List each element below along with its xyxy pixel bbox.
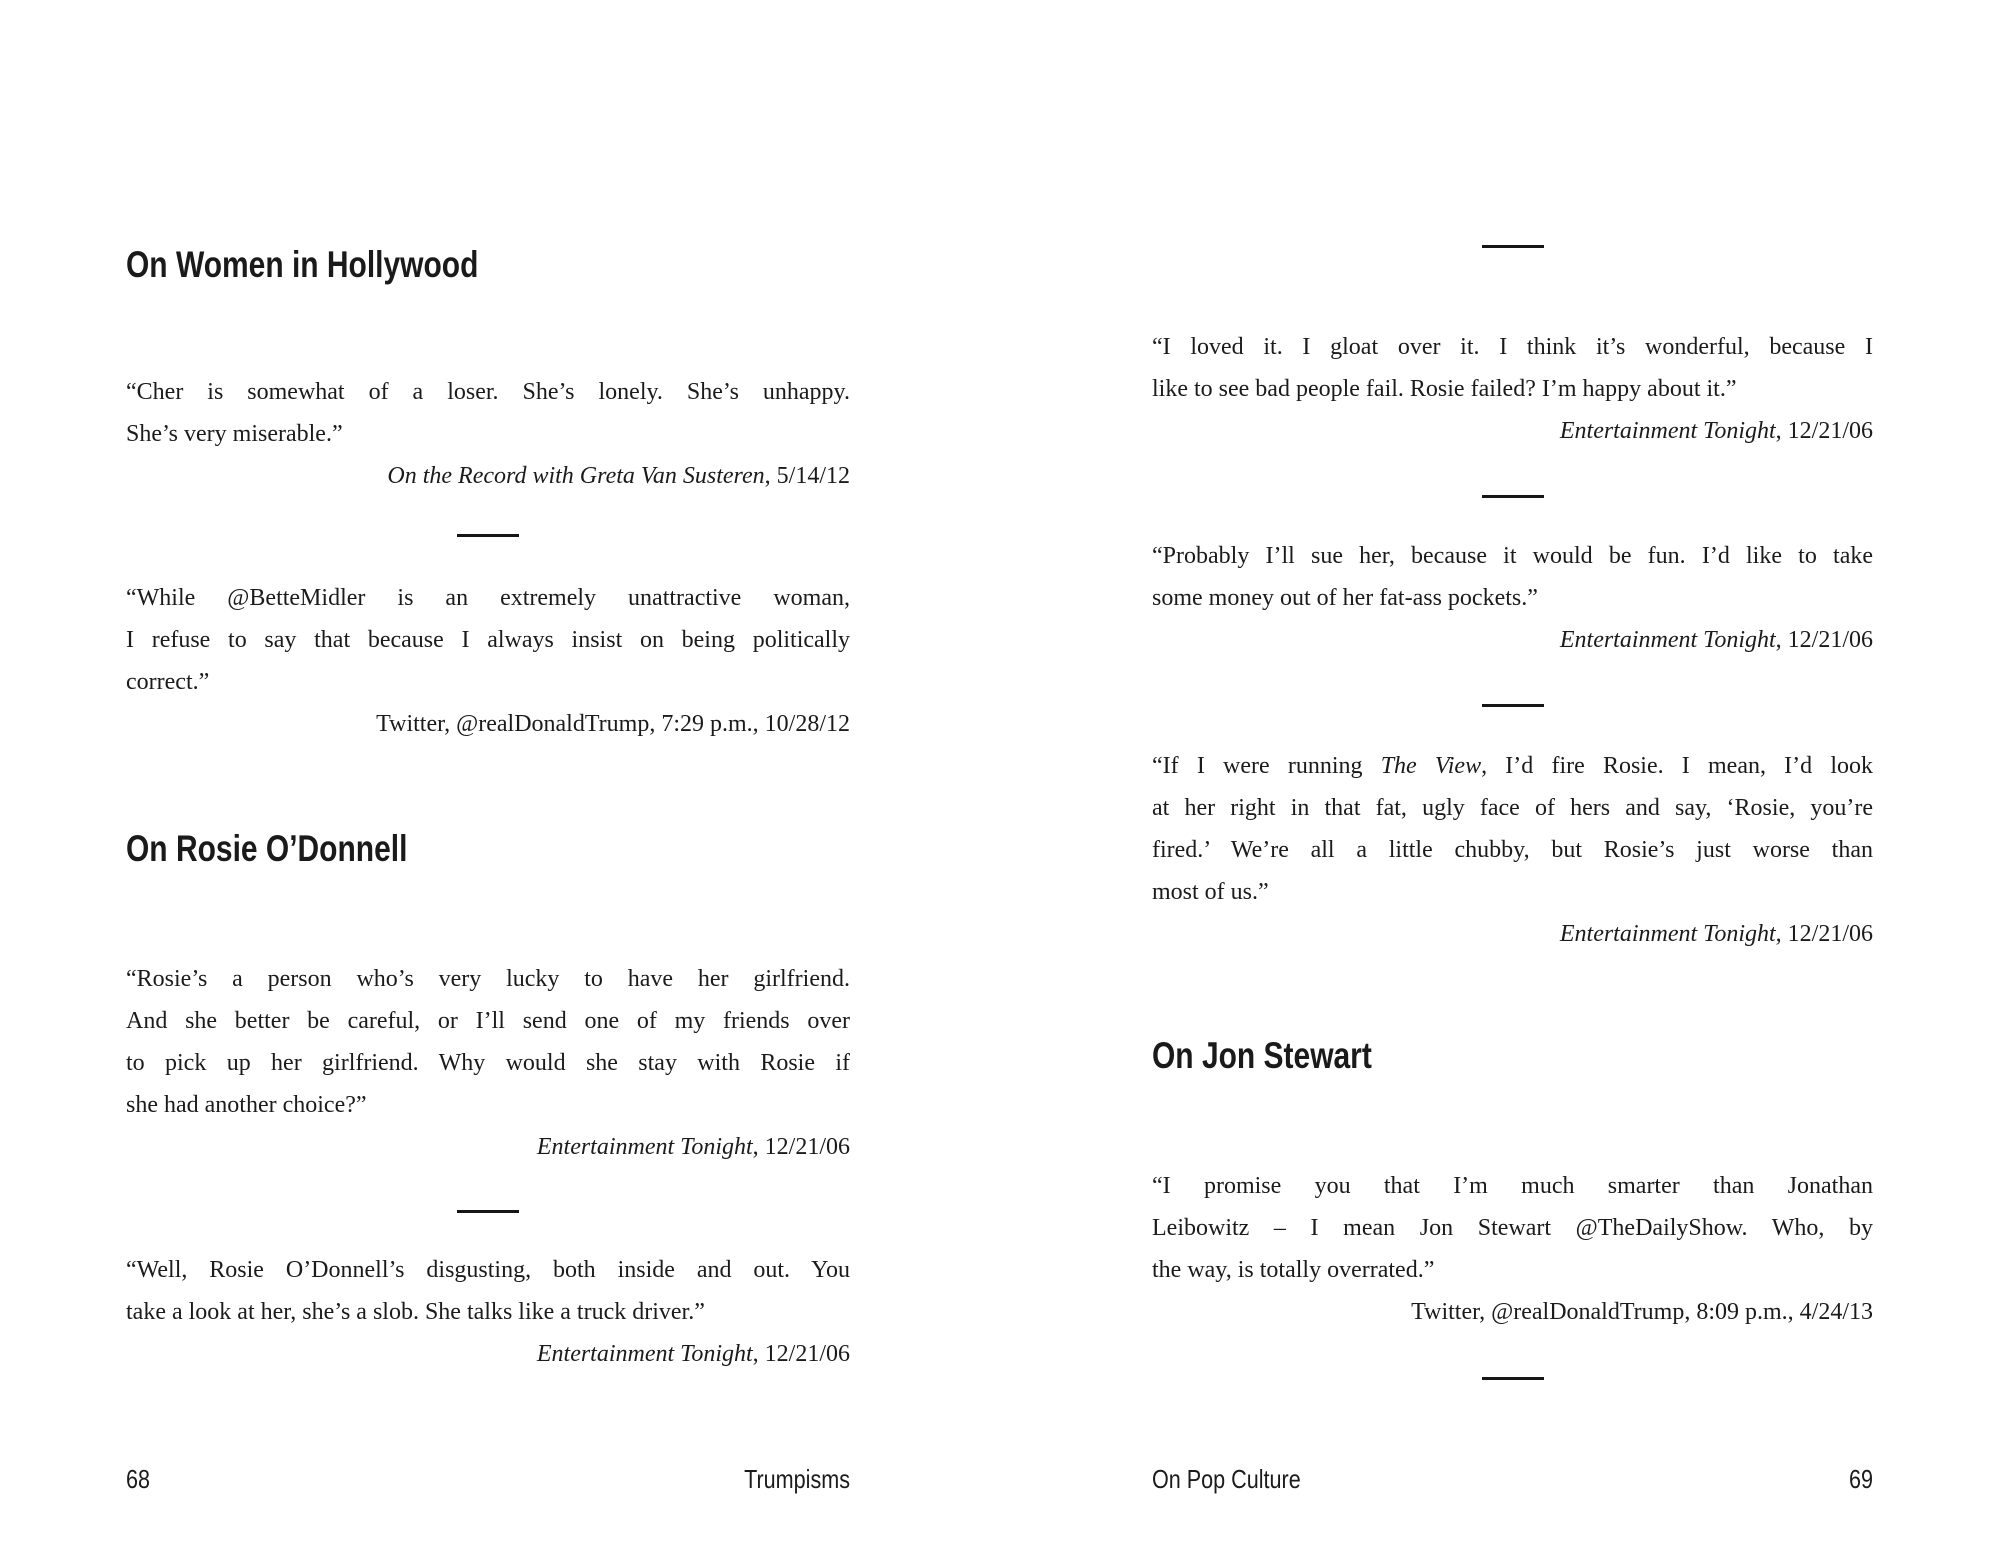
quote-line: And she better be careful, or I’ll send one of my friends over [126,1008,850,1034]
section-heading-women-in-hollywood: On Women in Hollywood [126,244,479,285]
quote-block [1152,745,1873,955]
source-date: , 12/21/06 [752,1341,850,1367]
source-date: , 12/21/06 [1775,418,1873,444]
separator-dash [1482,704,1544,707]
running-head-left: Trumpisms [744,1464,850,1494]
source-date: , 5/14/12 [764,463,850,489]
quote-block [1152,1165,1873,1333]
source-date: Twitter, @realDonaldTrump, 7:29 p.m., 10/28/12 [376,711,850,737]
quote-block [126,371,850,497]
source-title: Entertainment Tonight [1559,627,1776,653]
source-title: Entertainment Tonight [1559,418,1776,444]
quote-line: “While @BetteMidler is an extremely unattractive woman, [126,585,850,611]
quote-line: correct.” [126,669,210,695]
quote-source [126,455,850,497]
source-date: , 12/21/06 [1775,921,1873,947]
separator-dash [1482,245,1544,248]
quote-source [126,703,850,745]
separator-dash [1482,1377,1544,1380]
quote-line: “Well, Rosie O’Donnell’s disgusting, both inside and out. You [126,1257,850,1283]
page-number-right: 69 [1848,1464,1873,1494]
quote-source [126,1333,850,1375]
quote-line: “I promise you that I’m much smarter than Jonathan [1152,1173,1873,1199]
quote-source [1152,619,1873,661]
source-title: Entertainment Tonight [536,1341,753,1367]
quote-line: take a look at her, she’s a slob. She talks like a truck driver.” [126,1299,705,1325]
quote-source [1152,913,1873,955]
source-title: On the Record with Greta Van Susteren [387,463,765,489]
quote-text: “If I were running [1152,753,1381,779]
quote-line: “Probably I’ll sue her, because it would be fun. I’d like to take [1152,543,1873,569]
running-head-right: On Pop Culture [1152,1464,1301,1494]
quote-line: at her right in that fat, ugly face of hers and say, ‘Rosie, you’re [1152,795,1873,821]
quote-line: like to see bad people fail. Rosie failed? I’m happy about it.” [1152,376,1737,402]
quote-source [126,1126,850,1168]
quote-text: , I’d fire Rosie. I mean, I’d look [1481,753,1873,779]
quote-line: “Cher is somewhat of a loser. She’s lonely. She’s unhappy. [126,379,850,405]
quote-source [1152,1291,1873,1333]
right-page [1000,0,2000,1560]
source-date: , 12/21/06 [752,1134,850,1160]
quote-source [1152,410,1873,452]
quote-line: some money out of her fat-ass pockets.” [1152,585,1538,611]
quote-line: Leibowitz – I mean Jon Stewart @TheDailyShow. Who, by [1152,1215,1873,1241]
quote-block [1152,535,1873,661]
quote-line: She’s very miserable.” [126,421,343,447]
quote-line: I refuse to say that because I always insist on being politically [126,627,850,653]
quote-line: to pick up her girlfriend. Why would she stay with Rosie if [126,1050,850,1076]
page-number-left: 68 [126,1464,151,1494]
quote-line: she had another choice?” [126,1092,367,1118]
show-title: The View [1380,753,1482,779]
quote-block [126,958,850,1168]
section-heading-jon-stewart: On Jon Stewart [1152,1035,1372,1076]
quote-line [1152,745,1873,787]
quote-line: fired.’ We’re all a little chubby, but Rosie’s just worse than [1152,837,1873,863]
quote-line: “Rosie’s a person who’s very lucky to have her girlfriend. [126,966,850,992]
separator-dash [457,1210,519,1213]
quote-line: the way, is totally overrated.” [1152,1257,1435,1283]
separator-dash [457,534,519,537]
quote-block [1152,326,1873,452]
source-title: Entertainment Tonight [1559,921,1776,947]
quote-block [126,1249,850,1375]
separator-dash [1482,495,1544,498]
source-title: Entertainment Tonight [536,1134,753,1160]
quote-block [126,577,850,745]
quote-line: most of us.” [1152,879,1269,905]
source-date: , 12/21/06 [1775,627,1873,653]
section-heading-rosie-odonnell: On Rosie O’Donnell [126,828,408,869]
source-date: Twitter, @realDonaldTrump, 8:09 p.m., 4/24/13 [1411,1299,1873,1325]
quote-line: “I loved it. I gloat over it. I think it’s wonderful, because I [1152,334,1873,360]
